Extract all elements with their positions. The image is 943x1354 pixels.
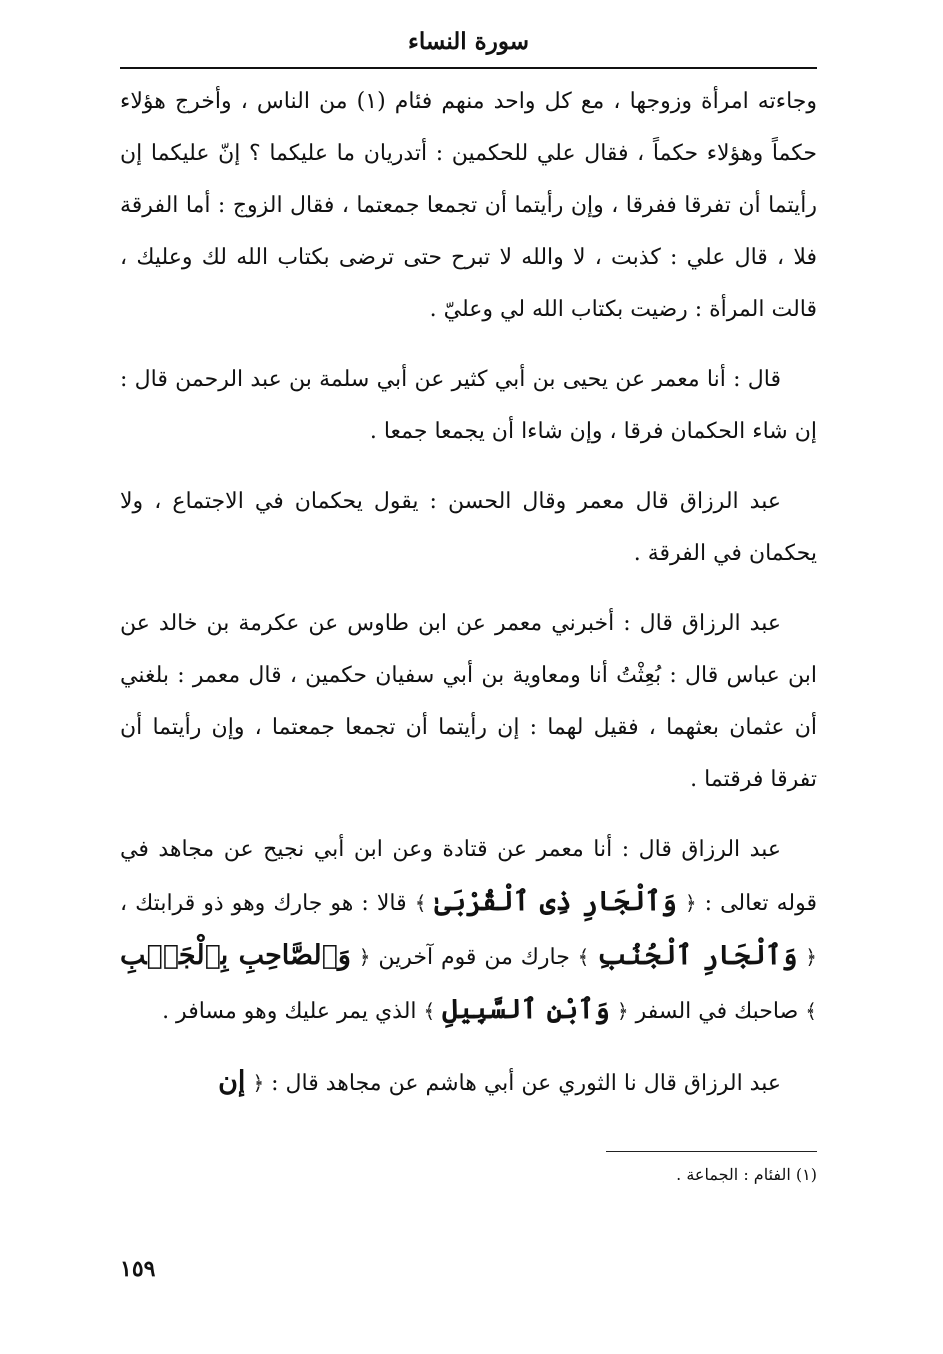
paragraph-2: قال : أنا معمر عن يحيى بن أبي كثير عن أبي سلمة بن عبد الرحمن قال : إن شاء الحكمان فرقا ، وإن شاءا أن يجمعا جمعا . bbox=[120, 367, 817, 444]
ornate-bracket-open: ﴿ bbox=[616, 999, 629, 1023]
ornate-bracket-close: ﴾ bbox=[805, 999, 817, 1023]
paragraph-5-text: صاحبك في السفر bbox=[628, 999, 806, 1024]
ornate-bracket-close: ﴾ bbox=[577, 945, 590, 969]
paragraph-gap bbox=[120, 580, 817, 598]
ornate-bracket-open: ﴿ bbox=[252, 1071, 265, 1095]
quran-quote: وَٱبْنِ ٱلسَّبِيلِ bbox=[442, 994, 610, 1025]
running-head-title: سورة النساء bbox=[408, 28, 529, 55]
ornate-bracket-close: ﴾ bbox=[414, 891, 427, 915]
paragraph-5 bbox=[120, 824, 817, 1038]
paragraph-3: عبد الرزاق قال معمر وقال الحسن : يقول يحكمان في الاجتماع ، ولا يحكمان في الفرقة . bbox=[120, 489, 817, 566]
ornate-bracket-open: ﴿ bbox=[358, 945, 371, 969]
ornate-bracket-open: ﴿ bbox=[684, 891, 697, 915]
quran-quote: وَٱلصَّاحِبِ بِٱلْجَنۢبِ bbox=[120, 940, 351, 971]
paragraph-4: عبد الرزاق قال : أخبرني معمر عن ابن طاوس عن عكرمة بن خالد عن ابن عباس قال : بُعِثْتُ أنا ومعاوية بن أبي سفيان حكمين ، قال معمر : بلغني أن عثمان بعثهما ، فقيل لهما : إن رأيتما أن تجمعا جمعتما ، وإن رأيتما أن تفرقا فرقتما . bbox=[120, 611, 817, 792]
paragraph-6-text: عبد الرزاق قال نا الثوري عن أبي هاشم عن مجاهد قال : bbox=[264, 1071, 781, 1096]
paragraph-gap bbox=[120, 806, 817, 824]
paragraph-5-text: الذي يمر عليك وهو مسافر . bbox=[162, 999, 424, 1024]
quran-quote: وَٱلْجَارِ ٱلْجُنُبِ bbox=[597, 940, 798, 971]
quran-quote: إن bbox=[218, 1066, 246, 1097]
ornate-bracket-open: ﴿ bbox=[805, 945, 817, 969]
paragraph-5-text: قالا : هو جارك وهو ذو قرابتك ، bbox=[120, 891, 415, 916]
paragraph-5-text: جارك من قوم آخرين bbox=[370, 945, 578, 970]
paragraph-gap bbox=[120, 336, 817, 354]
main-text bbox=[120, 76, 817, 1110]
paragraph-1: وجاءته امرأة وزوجها ، مع كل واحد منهم فئام (١) من الناس ، وأخرج هؤلاء حكماً وهؤلاء حكماً ، فقال علي للحكمين : أتدريان ما عليكما ؟ إنّ عليكما إن رأيتما أن تفرقا ففرقا ، وإن رأيتما أن تجمعا جمعتما ، فقال الزوج : أما الفرقة فلا ، قال علي : كذبت ، لا والله لا تبرح حتى ترضى بكتاب الله لك وعليك ، قالت المرأة : رضيت بكتاب الله لي وعليّ . bbox=[120, 89, 818, 322]
paragraph-5-text: عبد الرزاق قال : أنا معمر عن قتادة وعن ابن أبي نجيح عن مجاهد في قوله تعالى : bbox=[120, 837, 817, 916]
paragraph-gap bbox=[120, 458, 817, 476]
footnote: (١) الفئام : الجماعة . bbox=[676, 1165, 817, 1184]
paragraph-gap bbox=[120, 1038, 817, 1056]
header-rule bbox=[120, 67, 817, 69]
quran-quote: وَٱلْجَارِ ذِى ٱلْقُرْبَىٰ bbox=[434, 886, 677, 917]
page-number: ١٥٩ bbox=[120, 1256, 156, 1282]
footnote-rule bbox=[606, 1151, 817, 1152]
ornate-bracket-close: ﴾ bbox=[423, 999, 436, 1023]
paragraph-6 bbox=[120, 1056, 817, 1110]
